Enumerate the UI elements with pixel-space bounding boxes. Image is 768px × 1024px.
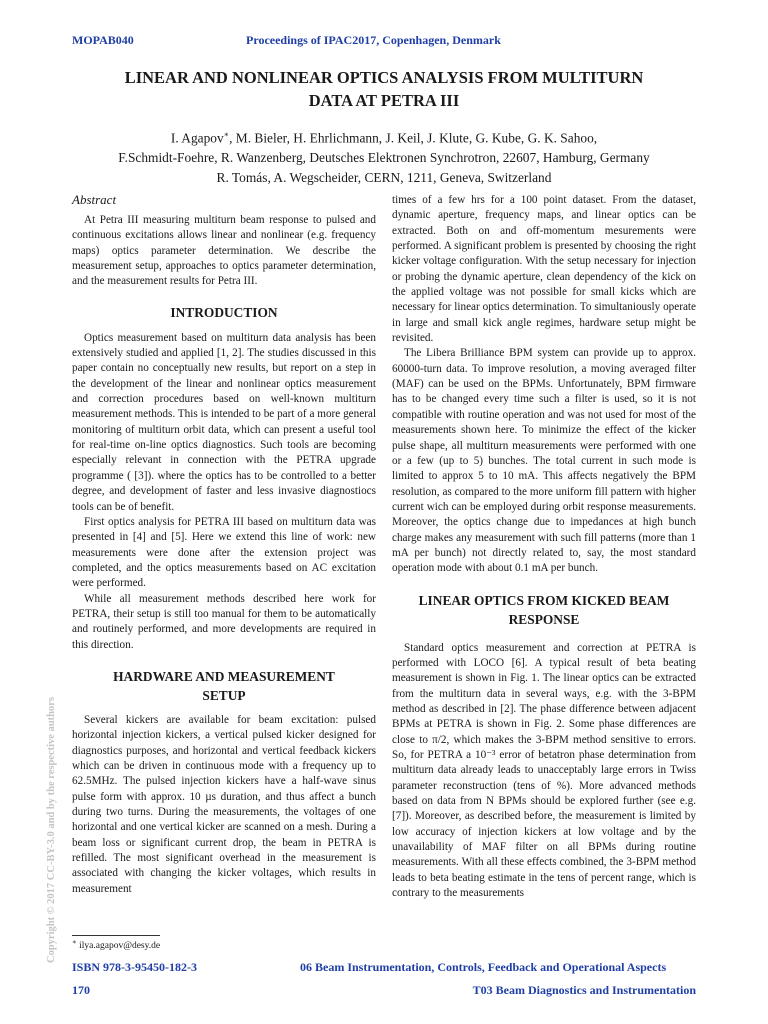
paper-code: MOPAB040 bbox=[72, 33, 134, 47]
page-number: 170 bbox=[72, 983, 90, 997]
abstract-heading: Abstract bbox=[72, 192, 117, 207]
intro-paragraph-2: First optics analysis for PETRA III based on multiturn data was presented in [4] and [5]. Here we extend this line of work: new measurements were done after the extension project was completed, and the optics measurements based on AC excitation were performed. bbox=[72, 515, 376, 590]
footer-subtrack: T03 Beam Diagnostics and Instrumentation bbox=[472, 983, 696, 997]
paper-title bbox=[72, 66, 696, 112]
introduction-heading: INTRODUCTION bbox=[170, 304, 278, 320]
linear-optics-paragraph-1: Standard optics measurement and correction at PETRA is performed with LOCO [6]. A typical result of beta beating measurement is shown in Fig. 1. The linear optics can be extracted from the multiturn data in several ways, e.g. with the 3-BPM method as described in [2]. The phase difference between adjacent BPMs at PETRA is shown in Fig. 2. Some phase differences are close to π/2, which makes the 3-BPM method sensitive to errors. So, for PETRA a 10⁻³ error of betatron phase determination from multiturn data already leads to unacceptably large errors in Twiss parameter reconstruction (tens of %). More advanced methods based on data from N BPMs should be explored further (see e.g. [7]). Moreover, as described before, the measurement is limited by low accuracy of injection kickers at low voltage and by the unavailability of MAF filter on all BPMs during routine measurements. With all these effects combined, the 3-BPM method leads to beta beating estimate in the tens of percent range, which is contrary to the measurements bbox=[392, 641, 696, 900]
linear-heading-line-2: RESPONSE bbox=[508, 611, 580, 627]
footnote-mark: ∗ bbox=[72, 938, 77, 946]
author-list bbox=[72, 125, 696, 188]
footer-track: 06 Beam Instrumentation, Controls, Feedback and Operational Aspects bbox=[300, 960, 667, 974]
footnote-email: ilya.agapov@desy.de bbox=[76, 941, 161, 952]
hardware-heading bbox=[72, 667, 376, 705]
authors-line-1 bbox=[72, 125, 696, 148]
title-line-1: LINEAR AND NONLINEAR OPTICS ANALYSIS FROM MULTITURN bbox=[124, 68, 644, 87]
corresponding-author-mark: ∗ bbox=[223, 130, 230, 139]
authors-line-3: R. Tomás, A. Wegscheider, CERN, 1211, Geneva, Switzerland bbox=[216, 170, 552, 186]
intro-paragraph-1: Optics measurement based on multiturn data analysis has been extensively studied and applied [1, 2]. The studies discussed in this paper contain no conceptually new results, but report on a step in the development of the linear and nonlinear optics measurement and correction procedures based on well-known multiturn measurement methods. This is intended to be part of a more general monitoring of multiturn orbit data, which can present a useful tool for real-time on-line optics diagnostics. Such tools are becoming especially relevant in connection with the PETRA upgrade programme ( [3]). where the optics has to be controlled to a better degree, and development of faster and less invasive diagnostiocs tools can be of benefit. bbox=[72, 331, 376, 513]
footer-isbn: ISBN 978-3-95450-182-3 bbox=[72, 960, 197, 974]
hardware-heading-line-2: SETUP bbox=[202, 687, 246, 703]
linear-optics-heading bbox=[392, 591, 696, 629]
left-column bbox=[72, 191, 376, 897]
copyright-notice: Copyright © 2017 CC-BY-3.0 and by the respective authors bbox=[46, 697, 57, 963]
footnote-rule bbox=[72, 935, 160, 936]
authors-rest: , M. Bieler, H. Ehrlichmann, J. Keil, J. Klute, G. Kube, G. K. Sahoo, bbox=[229, 130, 598, 146]
abstract-text: At Petra III measuring multiturn beam response to pulsed and continuous excitations allows linear and nonlinear (e.g. frequency maps) optics parameter determination. We describe the measurement setup, approaches to optics parameter determination, and the measurement results for Petra III. bbox=[72, 214, 376, 288]
proceedings-header: Proceedings of IPAC2017, Copenhagen, Denmark bbox=[246, 33, 501, 47]
authors-line-2: F.Schmidt-Foehre, R. Wanzenberg, Deutsches Elektronen Synchrotron, 22607, Hamburg, Germany bbox=[118, 150, 650, 166]
footnote bbox=[72, 938, 160, 951]
hardware-paragraph-2: The Libera Brilliance BPM system can provide up to approx. 60000-turn data. To improve resolution, a moving averaged filter (MAF) can be used on the BPMs. Unfortunately, BPM firmware has to be changed every time such a filter is used, so it is not compatible with routine operation and was not used for most of the measurements shown here. To minimize the effect of the kicker pulse shape, all multiturn measurements were performed with one or a few (up to 5) bunches. The total current in such mode is limited to approx 5 to 10 mA. This affects negatively the BPM resolution, as compared to the more uniform fill pattern with higher current wich can be employed during orbit response measurements. Moreover, the optics change due to impedances at high bunch charge makes any measurement with such fill patterns (more than 1 mA per bunch) not directly related to, say, the most standard operation mode with about 0.1 mA per bunch. bbox=[392, 347, 696, 575]
linear-heading-line-1: LINEAR OPTICS FROM KICKED BEAM bbox=[418, 592, 670, 608]
first-author: I. Agapov bbox=[170, 130, 224, 146]
right-column bbox=[392, 193, 696, 901]
hardware-paragraph-1: Several kickers are available for beam excitation: pulsed horizontal injection kickers, a vertical pulsed kicker designed for diagnostics purposes, and horizontal and vertical feedback kickers which can be driven in continuous mode with a frequency up to 62.5MHz. The pulsed injection kickers have a half-wave sinus pulse form with approx. 10 µs duration, and thus affect a bunch during two turns. During the measurements, the voltages of one horizontal and one vertical kicker are scanned on a mesh. During a beam loss or significant current drop, the beam in PETRA is refilled. The most significant overhead in the measurement is associated with changing the kicker voltages, which results in measurement bbox=[72, 713, 376, 895]
title-line-2: DATA AT PETRA III bbox=[308, 91, 460, 110]
intro-paragraph-3: While all measurement methods described here work for PETRA, their setup is still too manual for them to be automatically and routinely performed, and more developments are required in this direction. bbox=[72, 592, 376, 651]
hardware-heading-line-1: HARDWARE AND MEASUREMENT bbox=[113, 668, 335, 684]
hardware-paragraph-1-continued: times of a few hrs for a 100 point dataset. From the dataset, dynamic aperture, frequency maps, and linear optics can be extracted. Both on and off-momentum mesurements were performed. A significant problem is presented by choosing the right kicker voltage configuration. With the setup necessary for injection or probing the dynamic aperture, clean dependency of the kick on the applied voltage was not possible for small kicks which are necessary for linear optics determination. To simultaniously operate in large and small kick angle regimes, hardware setup might be revisited. bbox=[392, 194, 696, 345]
